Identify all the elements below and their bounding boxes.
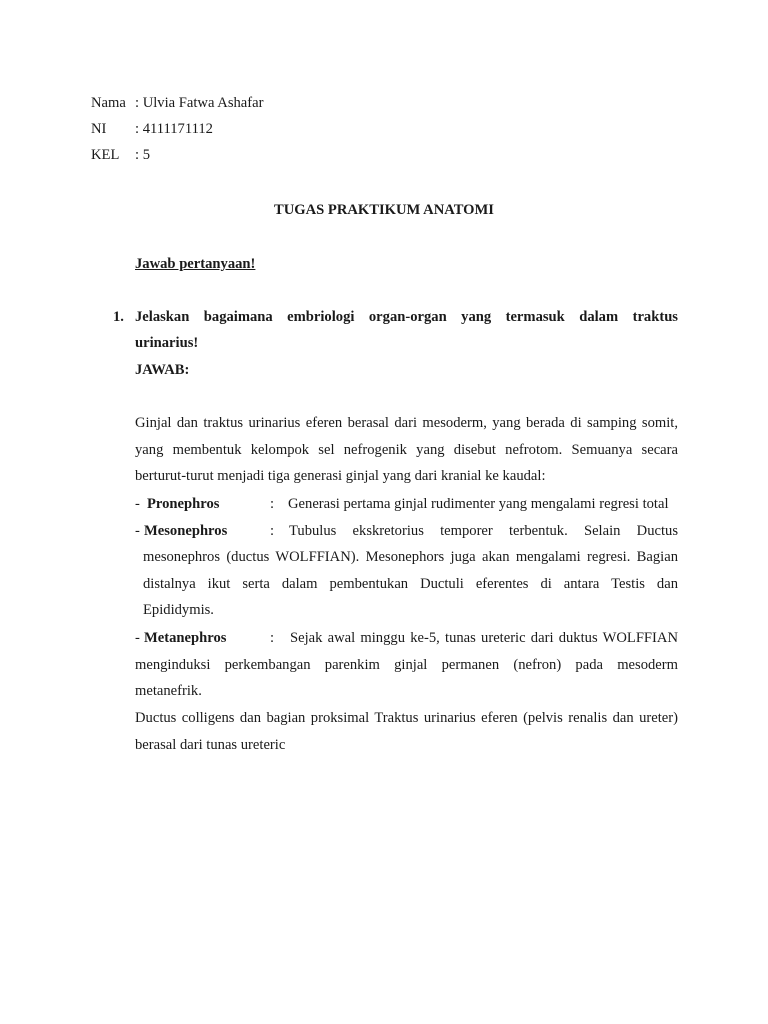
mesonephros-dash: - [135, 523, 140, 539]
ni-label: NI [91, 121, 107, 137]
answer-p2-line-2: berasal dari tunas ureteric [135, 737, 286, 753]
mesonephros-desc-line-1: Tubulus ekskretorius temporer terbentuk. Selain Ductus [289, 523, 678, 539]
mesonephros-colon: : [270, 523, 275, 539]
pronephros-term: Pronephros [147, 496, 220, 512]
answer-p1-line-1: Ginjal dan traktus urinarius eferen berasal dari mesoderm, yang berada di samping somit, [135, 415, 678, 431]
metanephros-colon: : [270, 630, 275, 646]
mesonephros-desc-line-3: distalnya ikut serta dalam pembentukan Ductuli eferentes di antara Testis dan [143, 576, 678, 592]
question-line-1: Jelaskan bagaimana embriologi organ-organ yang termasuk dalam traktus [135, 309, 678, 325]
kel-label: KEL [91, 147, 120, 163]
answer-p1-line-3: berturut-turut menjadi tiga generasi ginjal yang dari kranial ke kaudal: [135, 468, 546, 484]
page-title: TUGAS PRAKTIKUM ANATOMI [273, 202, 494, 218]
metanephros-dash: - [135, 630, 140, 646]
pronephros-dash: - [135, 496, 140, 512]
instruction: Jawab pertanyaan! [135, 256, 256, 272]
metanephros-term: Metanephros [144, 630, 227, 646]
metanephros-desc-line-2: menginduksi perkembangan parenkim ginjal permanen (nefron) pada mesoderm [135, 657, 678, 673]
mesonephros-desc-line-4: Epididymis. [143, 602, 214, 618]
answer-label: JAWAB: [135, 362, 190, 378]
answer-p1-line-2: yang membentuk kelompok sel nefrogenik yang disebut nefrotom. Semuanya secara [135, 442, 678, 458]
metanephros-desc-line-1: Sejak awal minggu ke-5, tunas ureteric dari duktus WOLFFIAN [290, 630, 678, 646]
question-number: 1. [113, 309, 124, 325]
nama-value: : Ulvia Fatwa Ashafar [135, 95, 264, 111]
answer-p2-line-1: Ductus colligens dan bagian proksimal Traktus urinarius eferen (pelvis renalis dan ureter) [135, 710, 678, 726]
pronephros-desc: Generasi pertama ginjal rudimenter yang mengalami regresi total [288, 496, 669, 512]
mesonephros-term: Mesonephros [144, 523, 228, 539]
metanephros-desc-line-3: metanefrik. [135, 683, 202, 699]
pronephros-colon: : [270, 496, 275, 512]
ni-value: : 4111171112 [135, 121, 213, 137]
mesonephros-desc-line-2: mesonephros (ductus WOLFFIAN). Mesonephors juga akan mengalami regresi. Bagian [143, 549, 678, 565]
nama-label: Nama [91, 95, 126, 111]
kel-value: : 5 [135, 147, 150, 163]
question-line-2: urinarius! [135, 335, 199, 351]
